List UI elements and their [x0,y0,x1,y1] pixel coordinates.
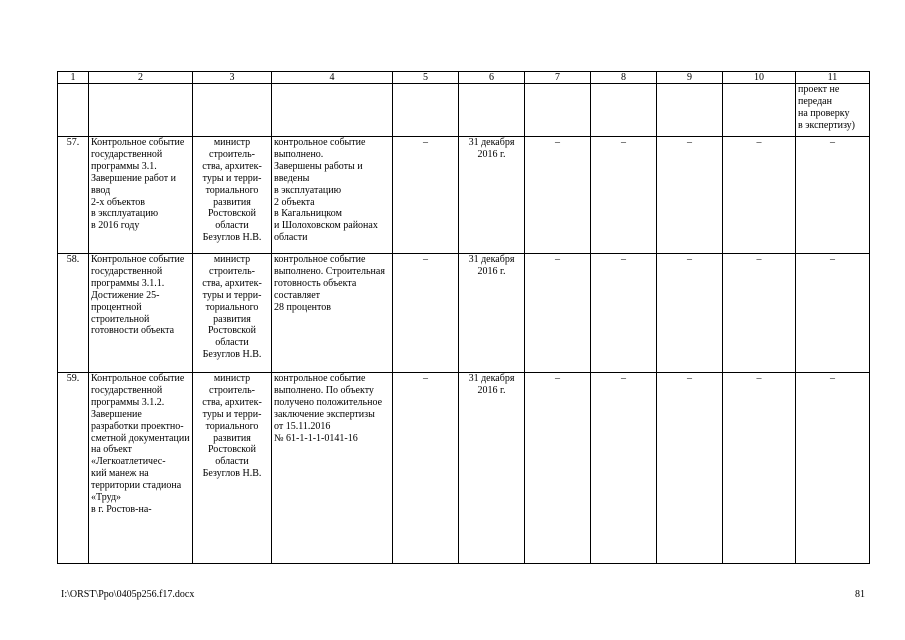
table-cell [591,84,657,137]
cell-col11: – [796,254,870,373]
cell-col9: – [657,137,723,254]
cell-col7: – [525,373,591,564]
column-number: 11 [796,72,870,84]
result-text: контрольное событие выполнено. Строительная готовность объекта составляет 28 процентов [272,254,393,373]
column-number: 5 [393,72,459,84]
table-cell [459,84,525,137]
event-name: Контрольное событие государственной программы 3.1.2. Завершение разработки проектно-сметной документации на объект «Легкоатлетичес- кий манеж на территории стадиона «Труд» в г. Ростов-на- [89,373,193,564]
cell-col8: – [591,137,657,254]
table-cell [393,84,459,137]
date-cell: 31 декабря 2016 г. [459,137,525,254]
column-number: 7 [525,72,591,84]
cell-col9: – [657,373,723,564]
row-number: 57. [58,137,89,254]
continuation-note: проект не передан на проверку в экспертизу) [796,84,870,137]
responsible-person: министр строитель- ства, архитек- туры и терри- ториального развития Ростовской области Безуглов Н.В. [193,254,272,373]
cell-col10: – [723,254,796,373]
column-number: 10 [723,72,796,84]
cell-col5: – [393,373,459,564]
column-number: 4 [272,72,393,84]
column-numbers-row [58,72,870,84]
responsible-person: министр строитель- ства, архитек- туры и терри- ториального развития Ростовской области Безуглов Н.В. [193,373,272,564]
column-number: 8 [591,72,657,84]
cell-col7: – [525,137,591,254]
cell-col11: – [796,373,870,564]
date-cell: 31 декабря 2016 г. [459,254,525,373]
table-row [58,137,870,254]
table-cell [525,84,591,137]
cell-col11: – [796,137,870,254]
cell-col10: – [723,373,796,564]
cell-col8: – [591,373,657,564]
column-number: 6 [459,72,525,84]
event-name: Контрольное событие государственной программы 3.1.1. Достижение 25-процентной строительной готовности объекта [89,254,193,373]
column-number: 2 [89,72,193,84]
row-number: 59. [58,373,89,564]
cell-col5: – [393,254,459,373]
page-number: 81 [855,589,865,600]
column-number: 9 [657,72,723,84]
continuation-row [58,84,870,137]
row-number: 58. [58,254,89,373]
table-cell [657,84,723,137]
cell-col5: – [393,137,459,254]
column-number: 1 [58,72,89,84]
table-cell [58,84,89,137]
date-cell: 31 декабря 2016 г. [459,373,525,564]
cell-col7: – [525,254,591,373]
cell-col10: – [723,137,796,254]
cell-col8: – [591,254,657,373]
column-number: 3 [193,72,272,84]
table-cell [723,84,796,137]
result-text: контрольное событие выполнено. По объекту получено положительное заключение экспертизы от 15.11.2016 № 61-1-1-1-0141-16 [272,373,393,564]
responsible-person: министр строитель- ства, архитек- туры и терри- ториального развития Ростовской области Безуглов Н.В. [193,137,272,254]
report-table [57,71,870,564]
table-cell [193,84,272,137]
event-name: Контрольное событие государственной программы 3.1. Завершение работ и ввод 2-х объектов в эксплуатацию в 2016 году [89,137,193,254]
result-text: контрольное событие выполнено. Завершены работы и введены в эксплуатацию 2 объекта в Кагальницком и Шолоховском районах области [272,137,393,254]
table-row [58,254,870,373]
table-row [58,373,870,564]
table-cell [272,84,393,137]
cell-col9: – [657,254,723,373]
table-cell [89,84,193,137]
file-path-footer: I:\ORST\Ppo\0405p256.f17.docx [61,589,195,600]
